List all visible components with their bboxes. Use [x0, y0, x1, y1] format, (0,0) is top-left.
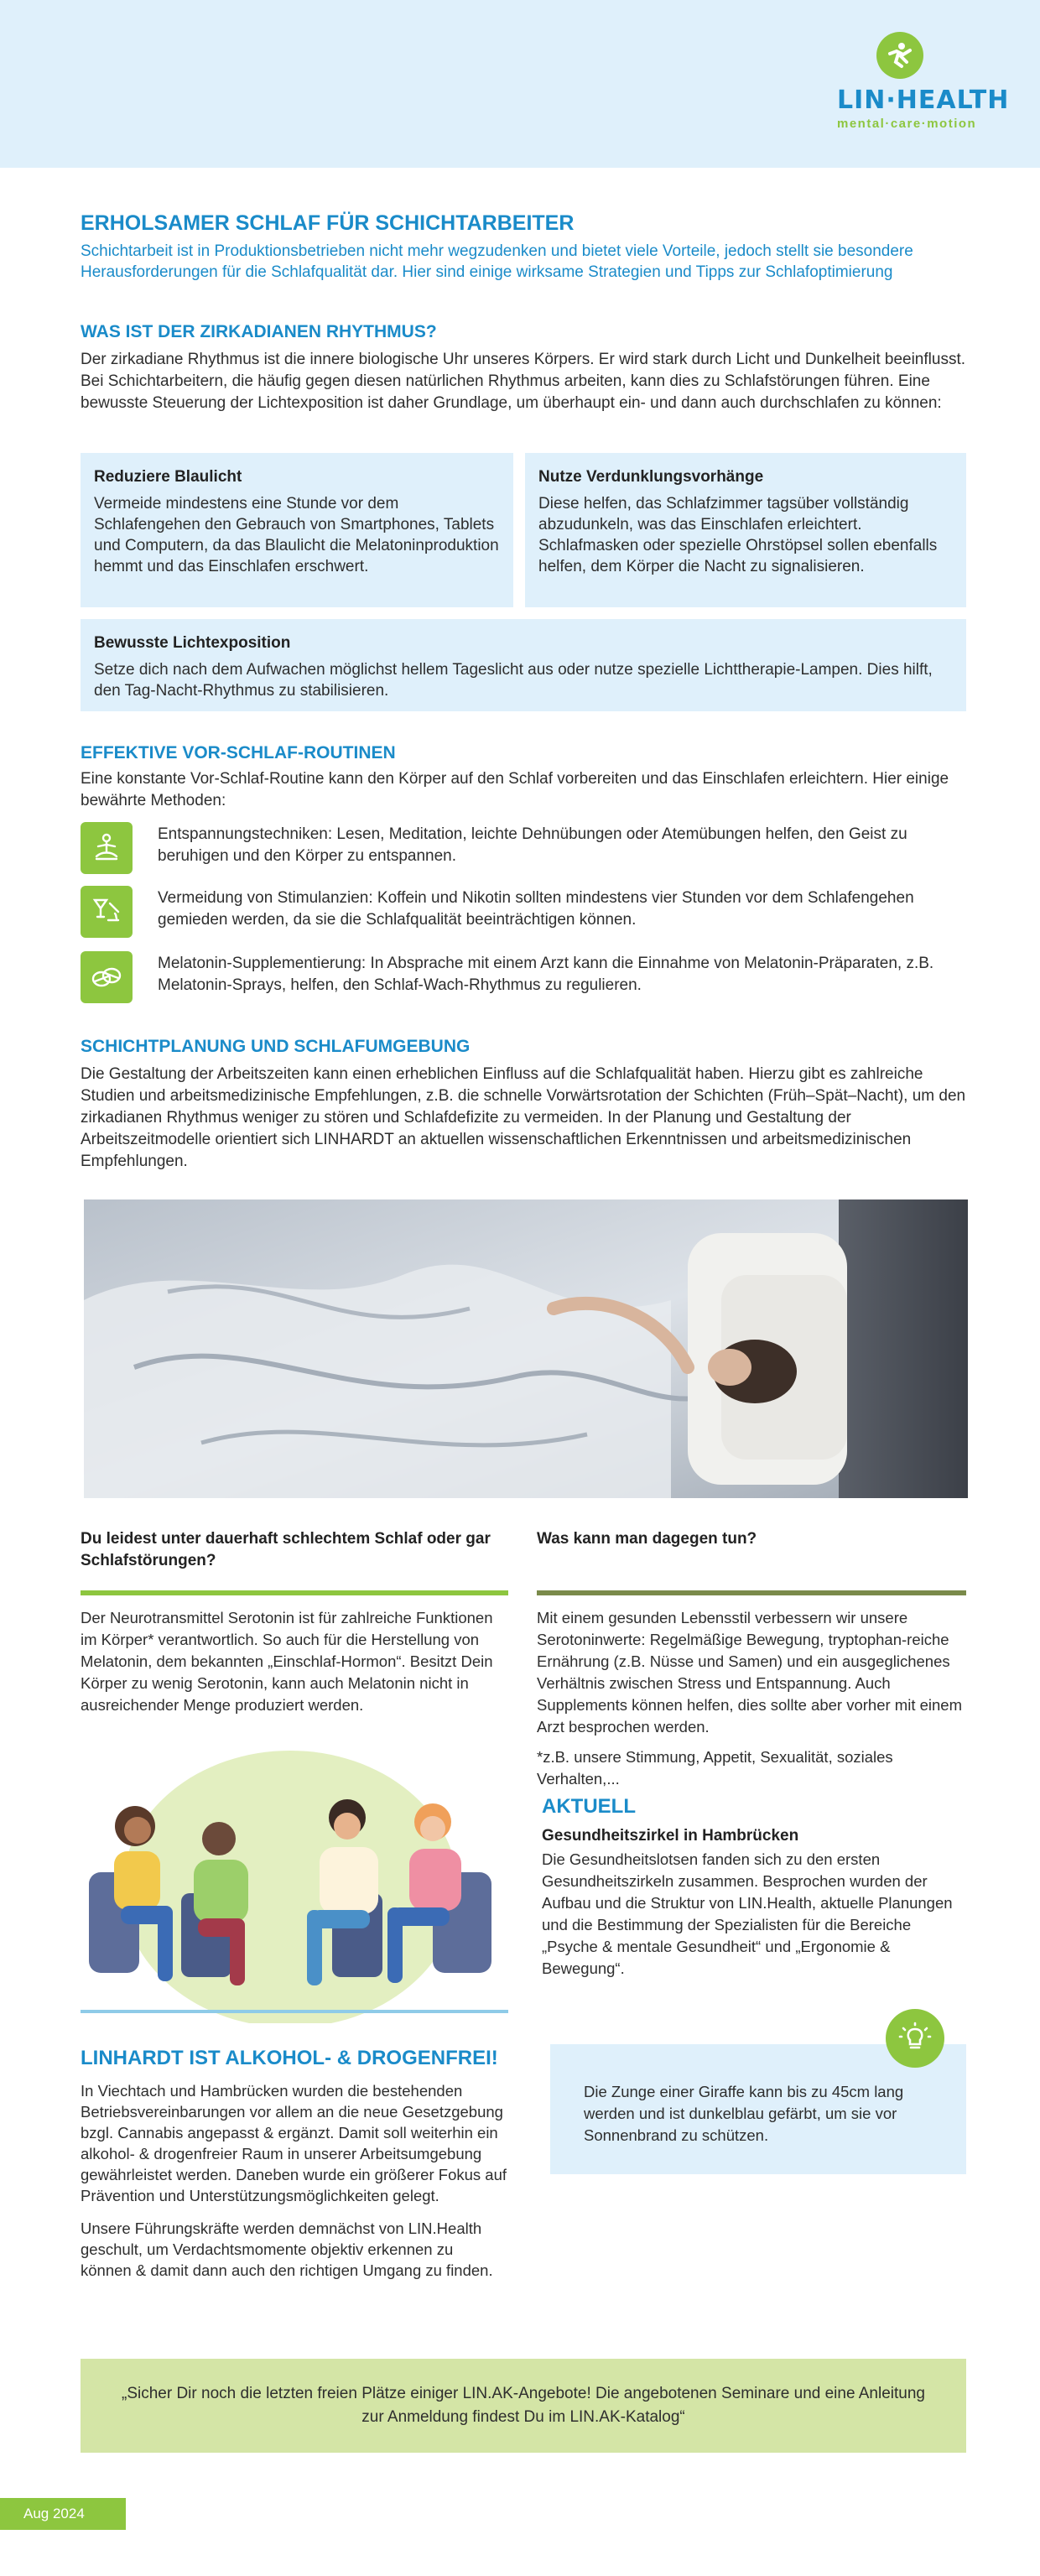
routine-text: Vermeidung von Stimulanzien: Koffein und Nikotin sollten mindestens vier Stunden vor dem Schlafengehen gemieden werden, da sie die Schlafqualität beeinträchtigen können. — [158, 889, 914, 929]
aktuell-title: AKTUELL — [542, 1795, 636, 1818]
drugfree-text: In Viechtach und Hambrücken wurden die bestehenden Betriebsvereinbarungen vor allem an die neue Gesetzgebung bzgl. Cannabis angepasst & ergänzt. Damit soll weiterhin ein alkohol- & drogenfreier Raum in unserer Arbeitsumgebung gewährleistet werden. Daneben wurde ein größerer Fokus auf Prävention und Unterstützungsmöglichkeiten gelegt. — [81, 2082, 507, 2204]
header-band — [0, 0, 1040, 168]
routines-section — [81, 743, 966, 812]
aktuell-subtitle: Gesundheitszirkel in Hambrücken — [542, 1827, 799, 1845]
intro-lead: Schichtarbeit ist in Produktionsbetrieben nicht mehr wegzudenken und bietet viele Vorteile, jedoch stellt sie besondere Herausforderungen für die Schlafqualität dar. Hier sind einige wirksame Strategien und Tipps zur Schlafoptimierung — [81, 242, 913, 281]
group-therapy-illustration — [81, 1746, 508, 2023]
info-box-blackout — [525, 453, 966, 607]
info-box-title: Bewusste Lichtexposition — [94, 634, 291, 652]
left-column — [81, 1528, 508, 1716]
planning-text: Die Gestaltung der Arbeitszeiten kann einen erheblichen Einfluss auf die Schlafqualität haben. Hierzu gibt es zahlreiche Studien und arbeitsmedizinische Empfehlungen, z.B. die schnelle Vorwärtsrotation der Schichten (Früh–Spät–Nacht), um den zirkadianen Rhythmus weniger zu stören und Schlafdefizite zu vermeiden. In der Planung und Gestaltung der Arbeitszeitmodelle orientiert sich LINHARDT an aktuellen wissenschaftlichen Erkenntnissen und arbeitsmedizinischen Empfehlungen. — [81, 1065, 966, 1170]
issue-date: Aug 2024 — [23, 2506, 85, 2521]
circadian-section — [81, 322, 966, 414]
routines-title: EFFEKTIVE VOR-SCHLAF-ROUTINEN — [81, 743, 396, 762]
divider — [537, 1590, 966, 1595]
info-box-text: Diese helfen, das Schlafzimmer tagsüber vollständig abzudunkeln, was das Einschlafen erleichtert. Schlafmasken oder spezielle Ohrstöpsel sollen ebenfalls helfen, dem Körper die Nacht zu signalisieren. — [538, 495, 938, 575]
fun-fact-box — [550, 2044, 966, 2174]
footnote: *z.B. unsere Stimmung, Appetit, Sexualität, soziales Verhalten,... — [537, 1748, 893, 1788]
right-column — [537, 1528, 966, 1790]
left-column-title: Du leidest unter dauerhaft schlechtem Schlaf oder gar Schlafstörungen? — [81, 1530, 491, 1569]
intro-section — [81, 211, 966, 283]
quote-banner — [81, 2359, 966, 2453]
routine-item — [81, 886, 966, 938]
running-figure-icon — [876, 32, 923, 79]
left-column-text: Der Neurotransmittel Serotonin ist für zahlreiche Funktionen im Körper* verantwortlich. So auch für die Herstellung von Melatonin, dem bekannten „Einschlaf-Hormon“. Besitzt Dein Körper zu wenig Serotonin, kann auch Melatonin nicht in ausreichender Menge produziert werden. — [81, 1609, 493, 1714]
drugfree-text: Unsere Führungskräfte werden demnächst von LIN.Health geschult, um Verdachtsmomente objektiv erkennen zu können & damit dann auch den richtigen Umgang zu finden. — [81, 2220, 493, 2279]
divider — [81, 1590, 508, 1595]
brand-tagline: mental·care·motion — [837, 117, 977, 131]
circadian-text: Der zirkadiane Rhythmus ist die innere biologische Uhr unseres Körpers. Er wird stark durch Licht und Dunkelheit beeinflusst. Bei Schichtarbeitern, die häufig gegen diesen natürlichen Rhythmus arbeiten, kann dies zu Schlafstörungen führen. Eine bewusste Steuerung der Lichtexposition ist daher Grundlage, um überhaupt ein- und dann auch durchschlafen zu können: — [81, 351, 966, 412]
info-box-light-exposure — [81, 619, 966, 711]
routine-item — [81, 951, 966, 1003]
sleeping-woman-photo — [84, 1200, 968, 1498]
fun-fact-text: Die Zunge einer Giraffe kann bis zu 45cm lang werden und ist dunkelblau gefärbt, um sie vor Sonnenbrand zu schützen. — [584, 2083, 904, 2144]
routine-text: Entspannungstechniken: Lesen, Meditation, leichte Dehnübungen oder Atemübungen helfen, den Geist zu beruhigen und den Körper zu entspannen. — [158, 825, 907, 865]
planning-title: SCHICHTPLANUNG UND SCHLAFUMGEBUNG — [81, 1037, 471, 1056]
info-box-text: Vermeide mindestens eine Stunde vor dem Schlafengehen den Gebrauch von Smartphones, Tablets und Computern, da das Blaulicht die Melatoninproduktion hemmt und das Einschlafen erschwert. — [94, 495, 499, 575]
aktuell-text: Die Gesundheitslotsen fanden sich zu den ersten Gesundheitszirkeln zusammen. Besprochen wurden der Aufbau und die Struktur von LIN.Health, aktuelle Planungen und die Bestimmung der Spezialisten für die Bereiche „Psyche & mentale Gesundheit“ und „Ergonomie & Bewegung“. — [542, 1850, 953, 1977]
info-box-blue-light — [81, 453, 513, 607]
info-box-title: Nutze Verdunklungsvorhänge — [538, 468, 764, 486]
routine-text: Melatonin-Supplementierung: In Absprache mit einem Arzt kann die Einnahme von Melatonin-Präparaten, z.B. Melatonin-Sprays, helfen, den Schlaf-Wach-Rhythmus zu regulieren. — [158, 955, 934, 994]
right-column-text: Mit einem gesunden Lebensstil verbessern wir unsere Serotoninwerte: Regelmäßige Bewegung, tryptophan-reiche Ernährung (z.B. Nüsse und Samen) und ein ausgeglichenes Verhältnis zwischen Stress und Entspannung. Auch Supplements können helfen, dies sollte aber vorher mit einem Arzt besprochen werden. — [537, 1609, 962, 1736]
routines-text: Eine konstante Vor-Schlaf-Routine kann den Körper auf den Schlaf vorbereiten und das Einschlafen erleichtern. Hier einige bewährte Methoden: — [81, 770, 949, 809]
no-stimulants-icon — [81, 886, 133, 938]
issue-date-badge — [0, 2498, 126, 2530]
brand-logo — [837, 32, 1010, 131]
page-title: ERHOLSAMER SCHLAF FÜR SCHICHTARBEITER — [81, 211, 575, 235]
info-box-title: Reduziere Blaulicht — [94, 468, 242, 486]
quote-text: „Sicher Dir noch die letzten freien Plätze einiger LIN.AK-Angebote! Die angebotenen Seminare und eine Anleitung zur Anmeldung findest Du im LIN.AK-Katalog“ — [122, 2385, 925, 2426]
meditation-icon — [81, 822, 133, 874]
info-box-text: Setze dich nach dem Aufwachen möglichst hellem Tageslicht aus oder nutze spezielle Lichttherapie-Lampen. Dies hilft, den Tag-Nacht-Rhythmus zu stabilisieren. — [94, 661, 933, 700]
lightbulb-icon — [886, 2009, 944, 2068]
circadian-title: WAS IST DER ZIRKADIANEN RHYTHMUS? — [81, 322, 437, 341]
planning-section — [81, 1037, 966, 1173]
right-column-title: Was kann man dagegen tun? — [537, 1530, 757, 1548]
brand-name: LIN·HEALTH — [837, 86, 1010, 115]
drugfree-title: LINHARDT IST ALKOHOL- & DROGENFREI! — [81, 2047, 498, 2069]
drugfree-section — [81, 2047, 508, 2281]
aktuell-section — [542, 1795, 966, 1980]
routine-item — [81, 822, 966, 874]
pills-icon — [81, 951, 133, 1003]
